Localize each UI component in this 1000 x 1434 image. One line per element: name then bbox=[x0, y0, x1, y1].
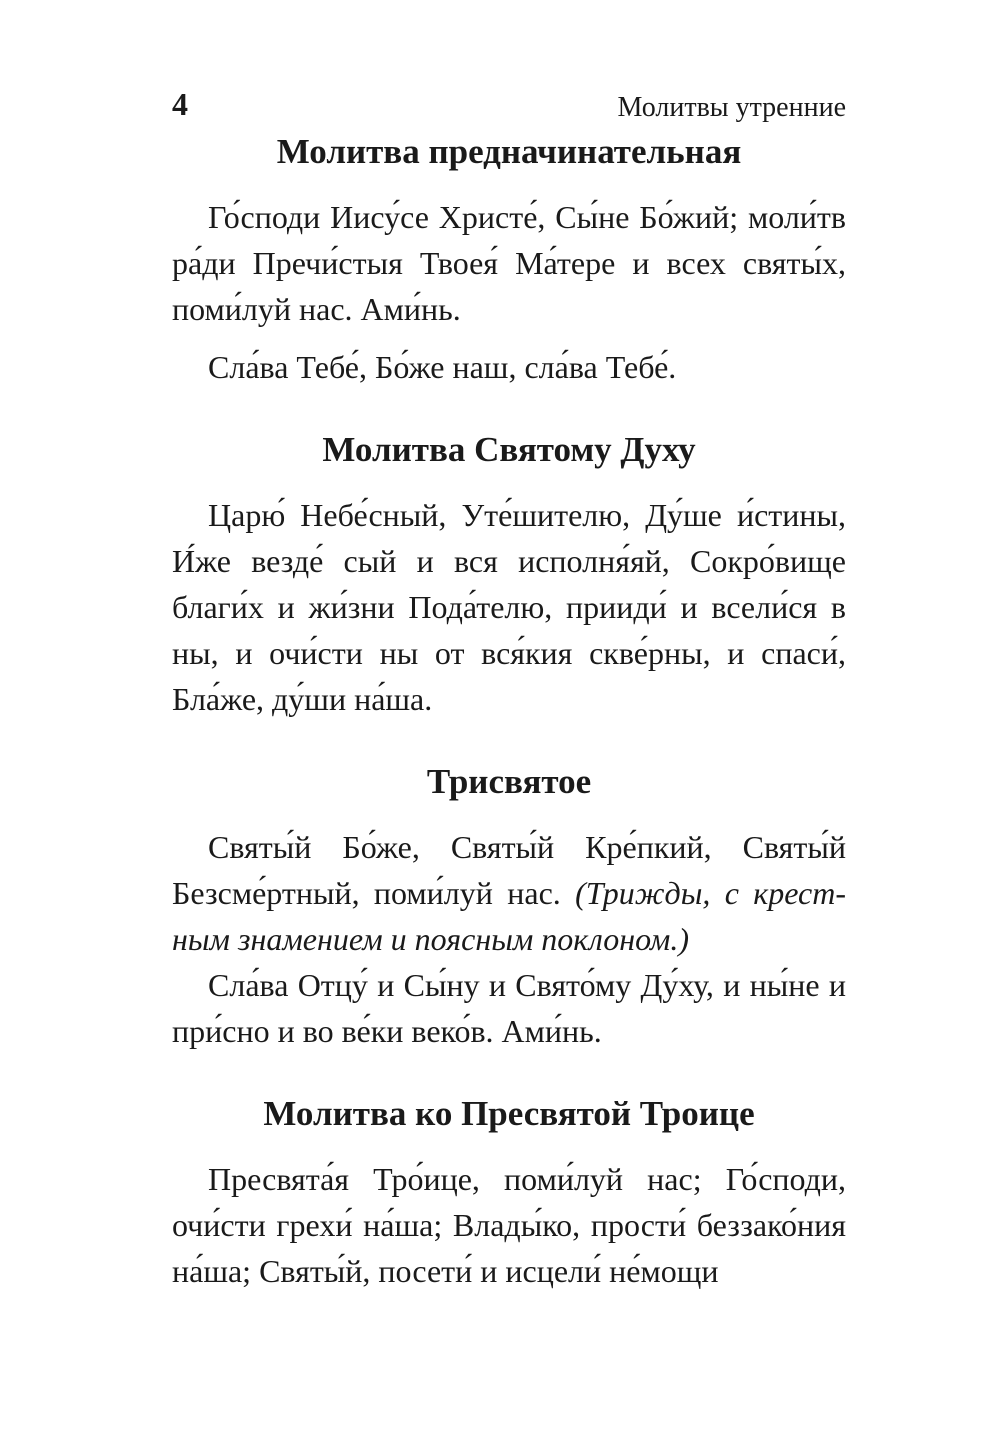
prayer-paragraph: Пресвята́я Тро́ице, поми́луй нас; Го́споди, очи́сти грехи́ на́ша; Влады́ко, прости́ беззако́ния на́ша; Святы́й, посети́ и исцели́ не́мощи bbox=[172, 1161, 846, 1289]
rubric-text: (Трижды, с крестным знамением и поясным поклоном.) bbox=[172, 875, 847, 957]
section-title-presvyatoy-troitse: Молитва ко Пресвятой Троице bbox=[263, 1094, 755, 1133]
prayer-paragraph: Сла́ва Тебе́, Бо́же наш, сла́ва Тебе́. bbox=[208, 349, 677, 385]
prayer-paragraph: Сла́ва Отцу́ и Сы́ну и Свято́му Ду́ху, и ны́не и при́сно и во ве́ки веко́в. Ами́нь. bbox=[172, 967, 846, 1049]
book-page bbox=[172, 80, 846, 1294]
section-title-svyatomu-duhu: Молитва Святому Духу bbox=[322, 430, 696, 469]
prayer-paragraph bbox=[172, 824, 846, 962]
prayer-paragraph: Царю́ Небе́сный, Уте́шителю, Ду́ше и́стины, И́же везде́ сый и вся исполня́яй, Сокро́вище благи́х и жи́зни Пода́телю, прииди́ и всели́ся в ны, и очи́сти ны от вся́кия скве́рны, и спаси́, Бла́же, ду́ши на́ша. bbox=[172, 497, 846, 717]
running-title: Молитвы утренние bbox=[617, 92, 846, 123]
prayer-paragraph: Го́споди Иису́се Христе́, Сы́не Бо́жий; моли́тв ра́ди Пречи́стыя Твоея́ Ма́тере и всех святы́х, поми́луй нас. Ами́нь. bbox=[172, 199, 846, 327]
section-title-trisvyatoe: Трисвятое bbox=[426, 762, 592, 801]
page-number: 4 bbox=[172, 86, 188, 122]
prayer-text: Святы́й Бо́же, Святы́й Кре́пкий, Святы́й Безсме́ртный, поми́луй нас. bbox=[172, 829, 846, 911]
section-title-prednachinatelnaya: Молитва предначинательная bbox=[276, 132, 742, 171]
running-head bbox=[172, 80, 846, 130]
